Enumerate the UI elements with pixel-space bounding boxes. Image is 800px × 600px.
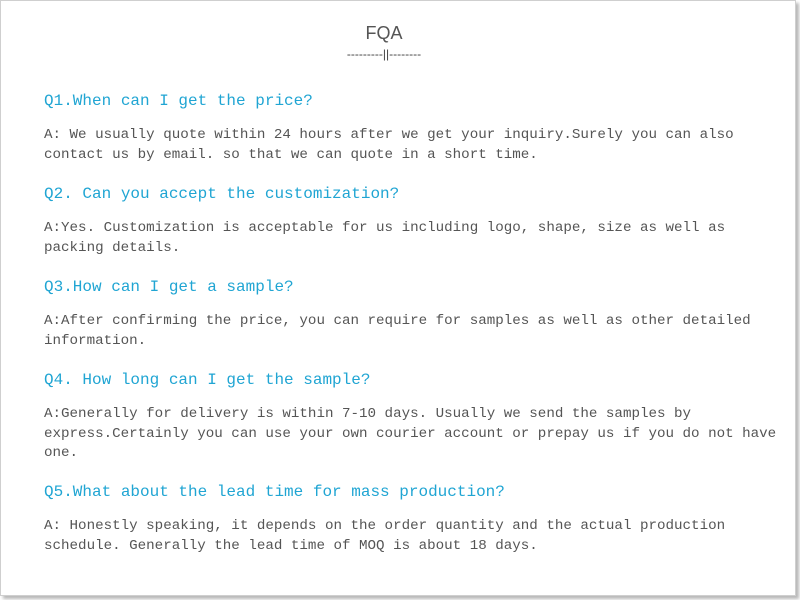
faq-answer: A: We usually quote within 24 hours after we get your inquiry.Surely you can also contact us by email. so that we can quote in a short time. xyxy=(44,127,734,163)
title-divider: ---------||-------- xyxy=(346,47,422,61)
faq-question: Q2. Can you accept the customization? xyxy=(44,185,400,203)
faq-answer: A:After confirming the price, you can require for samples as well as other detailed information. xyxy=(44,313,751,349)
faq-question: Q1.When can I get the price? xyxy=(44,92,313,110)
faq-item-3 xyxy=(44,277,784,351)
faq-answer: A:Generally for delivery is within 7-10 days. Usually we send the samples by express.Certainly you can use your own courier account or prepay us if you do not have one. xyxy=(44,406,777,461)
faq-answer: A:Yes. Customization is acceptable for us including logo, shape, size as well as packing details. xyxy=(44,220,726,256)
page-title: FQA xyxy=(365,23,403,43)
faq-item-5 xyxy=(44,482,784,556)
faq-item-1 xyxy=(44,91,784,165)
faq-question: Q4. How long can I get the sample? xyxy=(44,371,371,389)
faq-item-2 xyxy=(44,184,784,258)
faq-question: Q5.What about the lead time for mass production? xyxy=(44,483,505,501)
faq-question: Q3.How can I get a sample? xyxy=(44,278,294,296)
faq-item-4 xyxy=(44,370,784,464)
faq-answer: A: Honestly speaking, it depends on the order quantity and the actual production schedule. Generally the lead time of MOQ is about 18 days. xyxy=(44,518,726,554)
